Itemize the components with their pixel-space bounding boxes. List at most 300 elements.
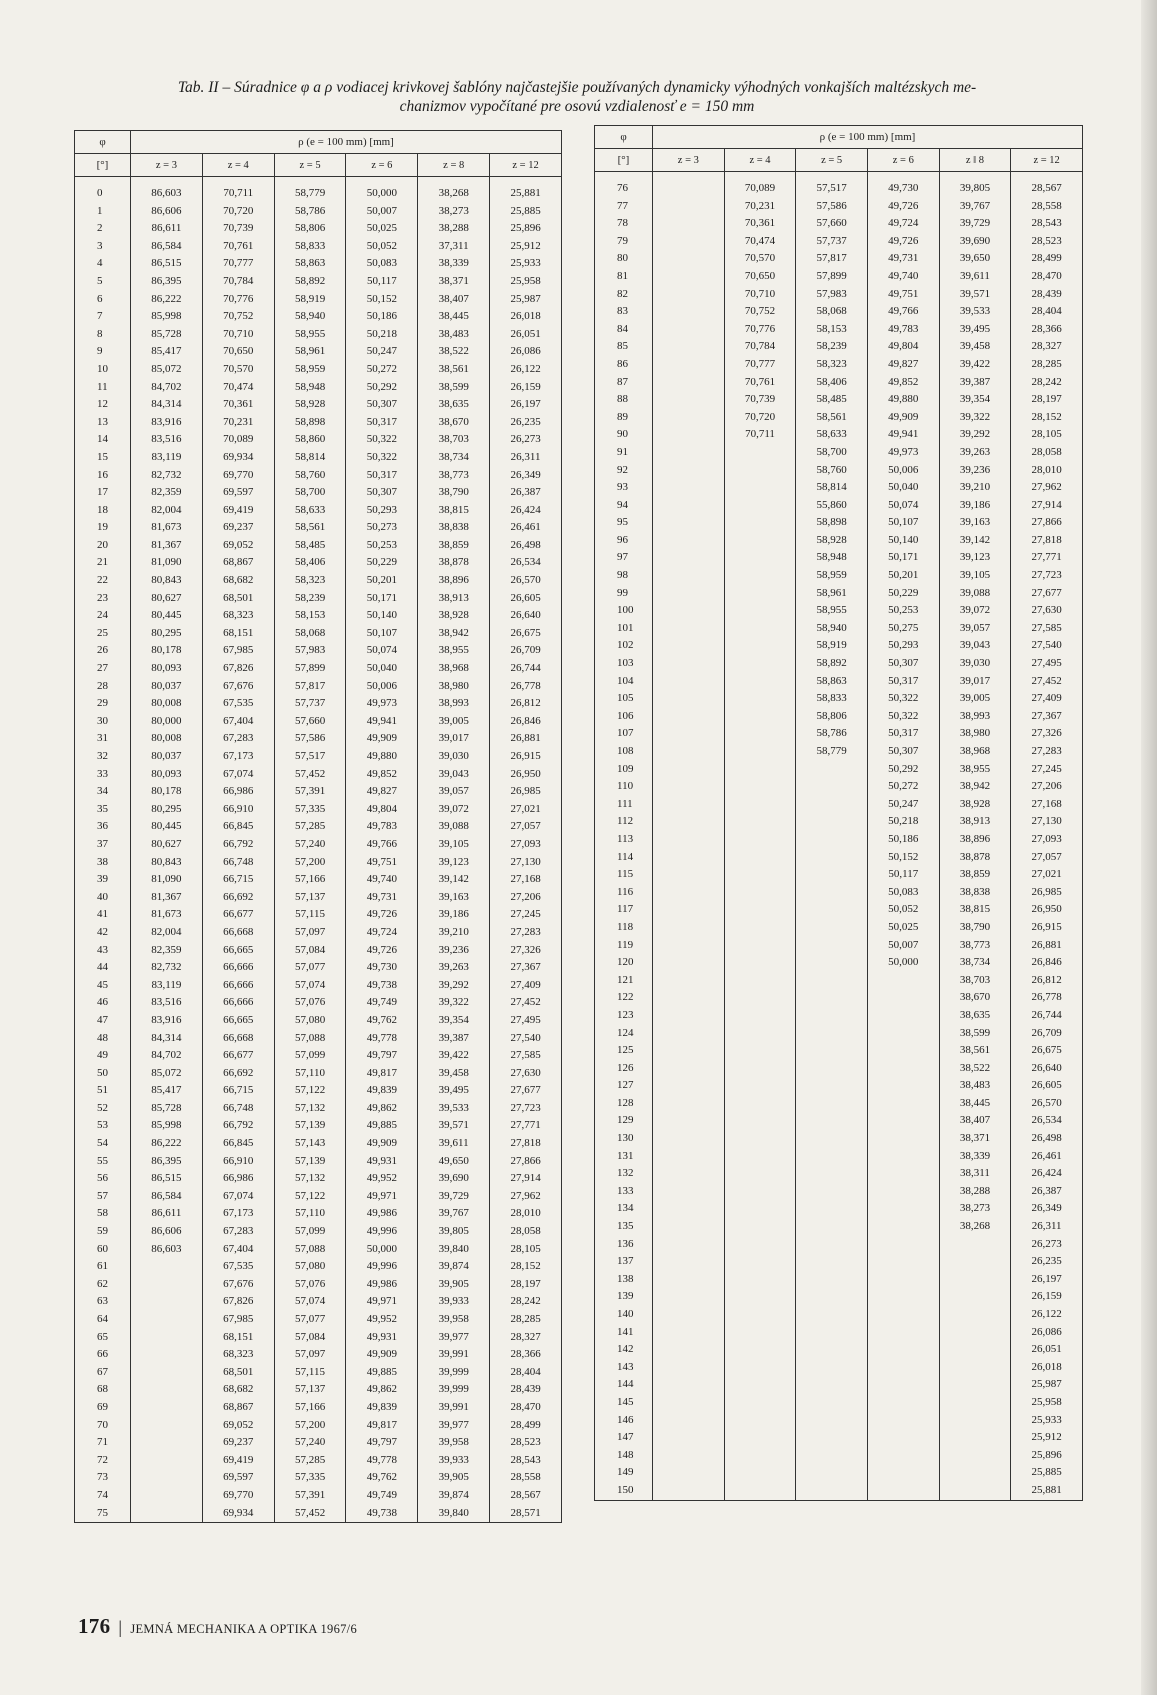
rho-cell: 49,817 (346, 1065, 418, 1083)
rho-cell: 49,971 (346, 1293, 418, 1311)
table-row (75, 273, 562, 291)
rho-cell: 57,200 (274, 854, 346, 872)
rho-cell: 39,354 (939, 391, 1011, 409)
rho-cell: 68,867 (202, 1399, 274, 1417)
rho-cell: 50,293 (346, 502, 418, 520)
rho-cell: 70,720 (202, 203, 274, 221)
rho-cell: 50,322 (867, 690, 939, 708)
rho-cell: 39,571 (939, 286, 1011, 304)
table-caption (68, 78, 1086, 116)
rho-cell: 39,805 (939, 172, 1011, 198)
z-header: z = 5 (796, 149, 868, 172)
rho-cell: 39,495 (418, 1082, 490, 1100)
rho-cell: 50,040 (867, 479, 939, 497)
table-row (595, 374, 1083, 392)
rho-cell: 57,240 (274, 836, 346, 854)
rho-cell: 58,633 (796, 426, 868, 444)
rho-cell: 50,322 (346, 431, 418, 449)
rho-cell: 58,860 (274, 431, 346, 449)
rho-cell: 57,517 (274, 748, 346, 766)
rho-cell: 66,792 (202, 1117, 274, 1135)
rho-cell: 70,474 (724, 233, 796, 251)
rho-cell: 69,597 (202, 1469, 274, 1487)
rho-cell: 26,985 (1011, 884, 1083, 902)
rho-cell (867, 989, 939, 1007)
rho-cell: 38,773 (418, 467, 490, 485)
rho-cell: 49,724 (867, 215, 939, 233)
rho-cell: 49,783 (867, 321, 939, 339)
rho-cell: 39,690 (418, 1170, 490, 1188)
rho-cell (724, 1060, 796, 1078)
rho-cell: 27,630 (1011, 602, 1083, 620)
rho-cell (724, 778, 796, 796)
rho-cell: 70,361 (724, 215, 796, 233)
rho-cell: 85,072 (131, 1065, 203, 1083)
rho-cell: 49,909 (346, 1346, 418, 1364)
rho-cell: 50,107 (346, 625, 418, 643)
rho-cell: 49,766 (867, 303, 939, 321)
table-row (595, 743, 1083, 761)
rho-cell: 39,186 (939, 497, 1011, 515)
rho-cell: 27,818 (490, 1135, 562, 1153)
rho-cell: 27,771 (1011, 549, 1083, 567)
phi-cell: 84 (595, 321, 653, 339)
rho-cell: 27,168 (1011, 796, 1083, 814)
rho-cell: 50,317 (867, 725, 939, 743)
table-row (75, 1223, 562, 1241)
rho-cell: 50,218 (346, 326, 418, 344)
rho-cell: 85,072 (131, 361, 203, 379)
rho-cell: 57,084 (274, 1329, 346, 1347)
phi-cell: 0 (75, 177, 131, 203)
rho-cell (653, 1341, 725, 1359)
rho-cell: 26,086 (1011, 1324, 1083, 1342)
table-row (75, 1030, 562, 1048)
rho-cell (724, 849, 796, 867)
rho-cell: 26,461 (1011, 1148, 1083, 1166)
rho-cell (796, 796, 868, 814)
rho-cell: 26,498 (1011, 1130, 1083, 1148)
rho-cell: 50,229 (867, 585, 939, 603)
table-row (75, 220, 562, 238)
rho-cell: 66,845 (202, 818, 274, 836)
rho-cell (653, 1200, 725, 1218)
rho-cell (867, 1271, 939, 1289)
rho-cell: 49,738 (346, 977, 418, 995)
rho-cell: 50,083 (867, 884, 939, 902)
phi-cell: 114 (595, 849, 653, 867)
rho-cell (796, 1253, 868, 1271)
rho-cell: 80,178 (131, 783, 203, 801)
rho-cell: 57,122 (274, 1188, 346, 1206)
rho-cell (653, 409, 725, 427)
table-row (75, 554, 562, 572)
rho-cell (796, 1183, 868, 1201)
rho-cell: 82,004 (131, 924, 203, 942)
rho-cell: 25,958 (490, 273, 562, 291)
rho-cell: 26,461 (490, 519, 562, 537)
table-row (595, 1060, 1083, 1078)
rho-cell: 26,122 (490, 361, 562, 379)
rho-cell: 49,909 (346, 1135, 418, 1153)
rho-cell (796, 1165, 868, 1183)
rho-cell: 80,295 (131, 801, 203, 819)
table-row (595, 1200, 1083, 1218)
rho-cell (131, 1346, 203, 1364)
phi-cell: 110 (595, 778, 653, 796)
rho-cell: 70,777 (724, 356, 796, 374)
rho-cell: 66,986 (202, 783, 274, 801)
rho-cell: 70,784 (202, 273, 274, 291)
rho-cell: 26,534 (490, 554, 562, 572)
rho-cell (653, 374, 725, 392)
rho-cell: 39,991 (418, 1346, 490, 1364)
z-header: z = 12 (1011, 149, 1083, 172)
rho-cell (653, 690, 725, 708)
rho-cell: 57,132 (274, 1170, 346, 1188)
phi-cell: 22 (75, 572, 131, 590)
rho-cell: 67,535 (202, 695, 274, 713)
rho-cell: 27,367 (490, 959, 562, 977)
table-row (75, 1329, 562, 1347)
table-row (75, 766, 562, 784)
phi-cell: 142 (595, 1341, 653, 1359)
rho-cell: 50,275 (867, 620, 939, 638)
table-row (595, 1095, 1083, 1113)
table-row (595, 1236, 1083, 1254)
rho-cell (653, 1025, 725, 1043)
rho-cell: 38,968 (418, 660, 490, 678)
rho-cell: 27,367 (1011, 708, 1083, 726)
phi-cell: 56 (75, 1170, 131, 1188)
rho-cell: 26,159 (1011, 1288, 1083, 1306)
table-row (595, 655, 1083, 673)
rho-cell: 82,732 (131, 467, 203, 485)
rho-cell: 39,030 (939, 655, 1011, 673)
rho-cell: 28,058 (490, 1223, 562, 1241)
rho-cell: 57,139 (274, 1117, 346, 1135)
rho-cell (724, 1077, 796, 1095)
rho-cell (724, 462, 796, 480)
phi-cell: 98 (595, 567, 653, 585)
rho-cell (939, 1341, 1011, 1359)
rho-cell: 57,335 (274, 801, 346, 819)
rho-cell (724, 989, 796, 1007)
rho-cell: 50,140 (346, 607, 418, 625)
rho-cell: 39,611 (939, 268, 1011, 286)
phi-cell: 86 (595, 356, 653, 374)
phi-cell: 31 (75, 730, 131, 748)
rho-cell: 25,881 (1011, 1482, 1083, 1500)
phi-cell: 116 (595, 884, 653, 902)
rho-cell (653, 919, 725, 937)
rho-cell (939, 1376, 1011, 1394)
rho-cell (653, 1007, 725, 1025)
rho-cell: 26,709 (490, 642, 562, 660)
table-row (595, 1165, 1083, 1183)
table-row (595, 972, 1083, 990)
rho-cell: 50,322 (346, 449, 418, 467)
rho-cell: 83,119 (131, 449, 203, 467)
rho-cell: 27,723 (1011, 567, 1083, 585)
phi-cell: 144 (595, 1376, 653, 1394)
rho-cell (796, 937, 868, 955)
rho-cell: 49,996 (346, 1258, 418, 1276)
table-row (75, 291, 562, 309)
z-header: z = 5 (274, 154, 346, 177)
rho-cell: 57,076 (274, 1276, 346, 1294)
table-row (595, 1288, 1083, 1306)
rho-cell (653, 1271, 725, 1289)
table-row (75, 1505, 562, 1523)
rho-cell: 27,962 (1011, 479, 1083, 497)
phi-cell: 68 (75, 1381, 131, 1399)
phi-cell: 70 (75, 1417, 131, 1435)
rho-cell: 26,122 (1011, 1306, 1083, 1324)
rho-cell (724, 1464, 796, 1482)
rho-cell: 39,533 (418, 1100, 490, 1118)
z-header: z = 12 (490, 154, 562, 177)
rho-cell: 58,961 (274, 343, 346, 361)
rho-cell: 57,983 (796, 286, 868, 304)
rho-cell (724, 1007, 796, 1025)
phi-cell: 21 (75, 554, 131, 572)
rho-cell: 27,093 (1011, 831, 1083, 849)
rho-cell: 68,151 (202, 625, 274, 643)
phi-cell: 73 (75, 1469, 131, 1487)
rho-cell: 38,896 (418, 572, 490, 590)
phi-cell: 111 (595, 796, 653, 814)
table-body (595, 172, 1083, 1501)
rho-cell (796, 1112, 868, 1130)
rho-cell: 80,445 (131, 607, 203, 625)
rho-cell (131, 1329, 203, 1347)
rho-cell: 50,273 (346, 519, 418, 537)
phi-cell: 72 (75, 1452, 131, 1470)
rho-cell: 26,018 (490, 308, 562, 326)
phi-cell: 65 (75, 1329, 131, 1347)
phi-cell: 33 (75, 766, 131, 784)
rho-cell (724, 796, 796, 814)
rho-cell: 38,790 (939, 919, 1011, 937)
rho-cell: 39,322 (939, 409, 1011, 427)
rho-cell: 57,737 (274, 695, 346, 713)
table-row (595, 813, 1083, 831)
rho-cell: 50,025 (346, 220, 418, 238)
rho-cell: 86,515 (131, 255, 203, 273)
phi-cell: 46 (75, 994, 131, 1012)
table-row (75, 959, 562, 977)
z-header: z = 4 (724, 149, 796, 172)
phi-cell: 119 (595, 937, 653, 955)
rho-cell: 70,361 (202, 396, 274, 414)
rho-cell: 26,349 (490, 467, 562, 485)
rho-cell: 28,197 (490, 1276, 562, 1294)
rho-cell: 57,586 (796, 198, 868, 216)
rho-cell: 50,152 (346, 291, 418, 309)
table-row (595, 250, 1083, 268)
rho-cell: 58,898 (274, 414, 346, 432)
rho-cell: 57,097 (274, 1346, 346, 1364)
phi-cell: 108 (595, 743, 653, 761)
rho-cell: 57,240 (274, 1434, 346, 1452)
rho-cell: 57,737 (796, 233, 868, 251)
table-row (595, 497, 1083, 515)
rho-cell: 26,640 (490, 607, 562, 625)
rho-cell: 57,143 (274, 1135, 346, 1153)
phi-cell: 97 (595, 549, 653, 567)
rho-cell: 39,729 (418, 1188, 490, 1206)
table-row (75, 572, 562, 590)
rho-cell (796, 1394, 868, 1412)
page-edge-shadow (1141, 0, 1157, 1695)
rho-cell: 28,285 (490, 1311, 562, 1329)
rho-cell (939, 1359, 1011, 1377)
rho-cell: 70,784 (724, 338, 796, 356)
phi-cell: 39 (75, 871, 131, 889)
caption-line-2: chanizmov vypočítané pre osovú vzdialenosť e = 150 mm (399, 98, 755, 115)
rho-cell: 49,952 (346, 1170, 418, 1188)
phi-cell: 30 (75, 713, 131, 731)
rho-cell: 83,119 (131, 977, 203, 995)
phi-cell: 127 (595, 1077, 653, 1095)
rho-cell: 39,043 (418, 766, 490, 784)
rho-cell (724, 866, 796, 884)
rho-cell (131, 1311, 203, 1329)
rho-cell (724, 831, 796, 849)
rho-cell: 58,239 (274, 590, 346, 608)
rho-cell: 27,452 (490, 994, 562, 1012)
rho-cell: 39,142 (418, 871, 490, 889)
rho-cell: 26,534 (1011, 1112, 1083, 1130)
rho-cell (131, 1293, 203, 1311)
table-row (75, 537, 562, 555)
table-row (595, 1112, 1083, 1130)
rho-cell: 27,326 (490, 942, 562, 960)
rho-cell: 80,037 (131, 748, 203, 766)
rho-cell: 58,948 (796, 549, 868, 567)
rho-cell: 38,942 (418, 625, 490, 643)
rho-cell: 80,008 (131, 695, 203, 713)
rho-cell (653, 831, 725, 849)
phi-cell: 100 (595, 602, 653, 620)
rho-cell: 70,711 (724, 426, 796, 444)
rho-cell (131, 1487, 203, 1505)
rho-cell: 27,914 (1011, 497, 1083, 515)
rho-cell (653, 1288, 725, 1306)
rho-cell: 26,881 (490, 730, 562, 748)
table-row (75, 1258, 562, 1276)
rho-cell: 84,702 (131, 379, 203, 397)
rho-cell: 50,272 (346, 361, 418, 379)
rho-cell: 50,074 (346, 642, 418, 660)
rho-cell: 50,272 (867, 778, 939, 796)
rho-cell: 49,726 (867, 233, 939, 251)
rho-cell: 27,962 (490, 1188, 562, 1206)
rho-cell: 26,778 (1011, 989, 1083, 1007)
phi-cell: 12 (75, 396, 131, 414)
table-row (595, 1042, 1083, 1060)
rho-cell: 58,779 (796, 743, 868, 761)
rho-cell (796, 919, 868, 937)
rho-cell: 57,132 (274, 1100, 346, 1118)
rho-cell (653, 1324, 725, 1342)
rho-cell (653, 1412, 725, 1430)
rho-cell (796, 1306, 868, 1324)
rho-cell: 25,933 (490, 255, 562, 273)
table-row (595, 884, 1083, 902)
rho-cell: 57,391 (274, 783, 346, 801)
table-row (595, 585, 1083, 603)
rho-cell (653, 937, 725, 955)
rho-cell: 49,986 (346, 1276, 418, 1294)
table-row (75, 994, 562, 1012)
table-row (75, 748, 562, 766)
rho-cell: 67,535 (202, 1258, 274, 1276)
rho-cell: 50,186 (867, 831, 939, 849)
rho-cell: 58,919 (796, 637, 868, 655)
rho-cell (724, 1236, 796, 1254)
table-row (595, 409, 1083, 427)
rho-cell: 49,730 (867, 172, 939, 198)
rho-cell: 27,206 (1011, 778, 1083, 796)
rho-cell: 57,088 (274, 1030, 346, 1048)
table-row (75, 1082, 562, 1100)
rho-cell: 49,862 (346, 1100, 418, 1118)
rho-cell (796, 1429, 868, 1447)
rho-cell (724, 585, 796, 603)
phi-cell: 139 (595, 1288, 653, 1306)
rho-cell: 38,561 (939, 1042, 1011, 1060)
phi-cell: 2 (75, 220, 131, 238)
rho-cell: 26,778 (490, 678, 562, 696)
rho-cell: 49,880 (867, 391, 939, 409)
rho-cell: 49,973 (867, 444, 939, 462)
rho-cell: 39,263 (418, 959, 490, 977)
rho-cell: 80,093 (131, 766, 203, 784)
rho-cell: 39,958 (418, 1311, 490, 1329)
rho-cell: 58,239 (796, 338, 868, 356)
rho-cell: 70,710 (202, 326, 274, 344)
phi-cell: 92 (595, 462, 653, 480)
phi-cell: 35 (75, 801, 131, 819)
table-row (75, 1065, 562, 1083)
rho-cell: 58,833 (796, 690, 868, 708)
rho-cell (131, 1364, 203, 1382)
rho-cell: 66,986 (202, 1170, 274, 1188)
rho-cell (724, 479, 796, 497)
phi-cell: 145 (595, 1394, 653, 1412)
table-row (595, 725, 1083, 743)
rho-cell: 39,057 (418, 783, 490, 801)
rho-cell: 49,749 (346, 1487, 418, 1505)
rho-cell (867, 1429, 939, 1447)
table-row (75, 942, 562, 960)
phi-cell: 6 (75, 291, 131, 309)
phi-cell: 146 (595, 1412, 653, 1430)
phi-cell: 32 (75, 748, 131, 766)
rho-cell (653, 866, 725, 884)
rho-cell: 81,090 (131, 554, 203, 572)
rho-cell: 28,242 (490, 1293, 562, 1311)
rho-cell (724, 444, 796, 462)
rho-cell: 39,387 (939, 374, 1011, 392)
rho-cell (939, 1306, 1011, 1324)
rho-cell: 38,913 (418, 590, 490, 608)
rho-cell: 66,666 (202, 959, 274, 977)
table-row (75, 1012, 562, 1030)
rho-cell (796, 954, 868, 972)
